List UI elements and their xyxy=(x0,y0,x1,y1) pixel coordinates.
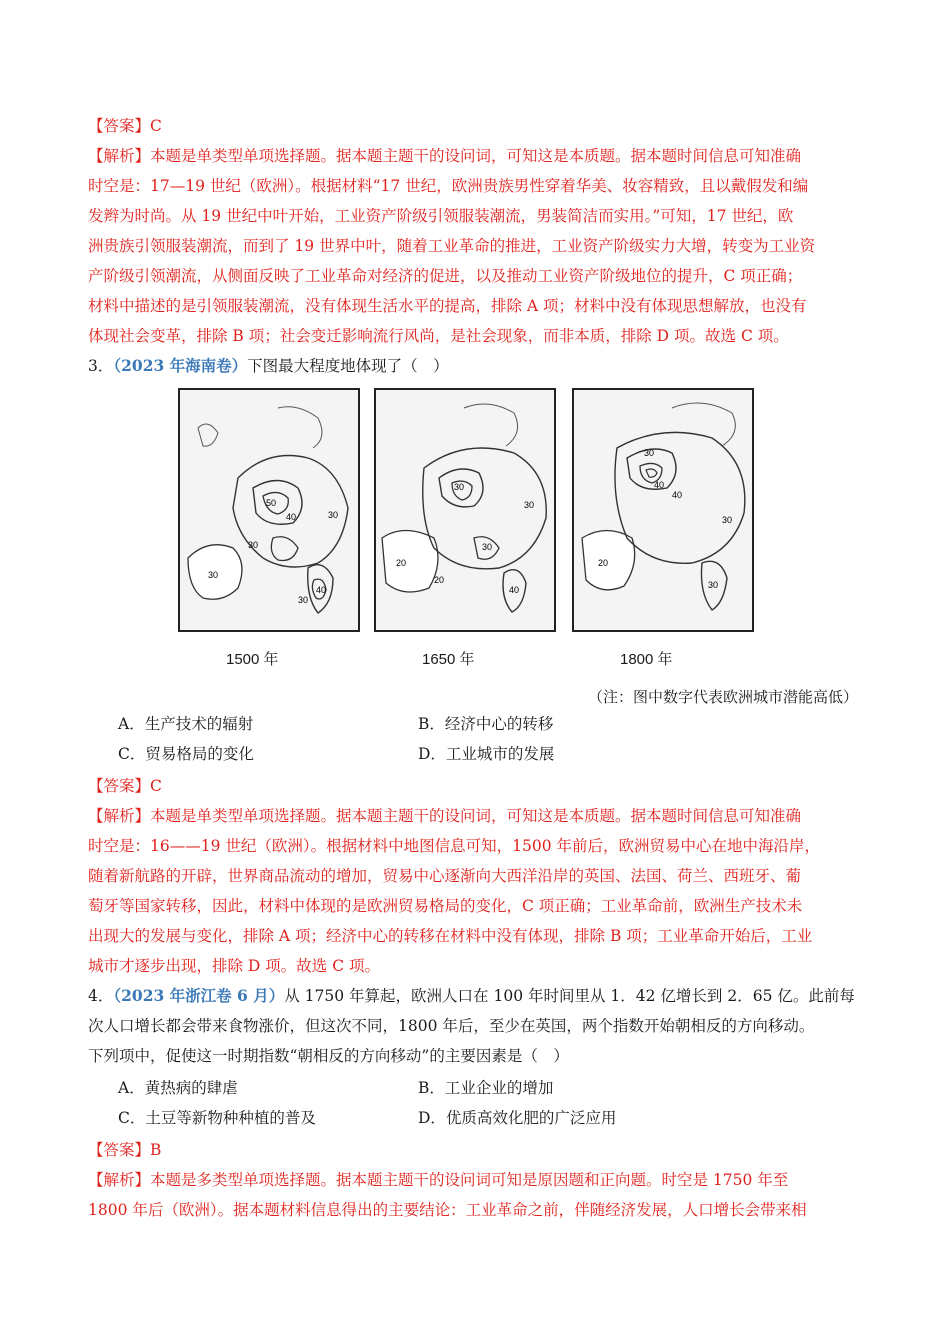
europe-maps-figure xyxy=(178,388,772,634)
map-1800 xyxy=(572,388,754,632)
q2-analysis-line: 发辫为时尚。从 19 世纪中叶开始，工业资产阶级引领服装潮流，男装简洁而实用。”可知，17 世纪，欧 xyxy=(88,207,794,225)
q4-stem-line: 下列项中，促使这一时期指数“朝相反的方向移动”的主要因素是（ ） xyxy=(88,1047,569,1065)
q3-option-c[interactable]: C．贸易格局的变化 xyxy=(118,745,254,763)
q3-analysis-line: 时空是：16——19 世纪（欧洲）。根据材料中地图信息可知，1500 年前后，欧洲贸易中心在地中海沿岸， xyxy=(88,837,820,855)
contour-label: 40 xyxy=(286,512,297,522)
contour-label: 30 xyxy=(454,482,465,492)
contour-label: 30 xyxy=(248,540,259,550)
q4-stem xyxy=(88,986,855,1006)
q3-option-d[interactable]: D．工业城市的发展 xyxy=(418,745,555,763)
contour-label: 20 xyxy=(396,558,407,568)
q3-number: 3． xyxy=(88,357,114,375)
map-year-label: 1500 年 xyxy=(226,651,279,668)
q4-option-a[interactable]: A．黄热病的肆虐 xyxy=(118,1079,238,1097)
q3-analysis-line: 城市才逐步出现，排除 D 项。故选 C 项。 xyxy=(88,957,380,975)
map-1650 xyxy=(374,388,556,632)
map-1500 xyxy=(178,388,360,632)
q2-analysis-line: 时空是：17—19 世纪（欧洲）。根据材料“17 世纪，欧洲贵族男性穿着华美、妆容精致，且以戴假发和编 xyxy=(88,177,809,195)
q2-analysis-line: 洲贵族引领服装潮流，而到了 19 世界中叶，随着工业革命的推进，工业资产阶级实力大增，转变为工业资 xyxy=(88,237,816,255)
q4-option-b[interactable]: B．工业企业的增加 xyxy=(418,1079,554,1097)
contour-label: 20 xyxy=(598,558,609,568)
q2-analysis-line: 产阶级引领潮流，从侧面反映了工业革命对经济的促进，以及推动工业资产阶级地位的提升，C 项正确； xyxy=(88,267,803,285)
contour-label: 30 xyxy=(644,448,655,458)
contour-label: 30 xyxy=(482,542,493,552)
contour-label: 30 xyxy=(328,510,339,520)
q3-option-a[interactable]: A．生产技术的辐射 xyxy=(118,715,254,733)
q3-stem xyxy=(88,356,449,376)
q3-stem-text: 下图最大程度地体现了（ ） xyxy=(247,357,449,375)
contour-label: 40 xyxy=(654,480,665,490)
q4-stem-text: 从 1750 年算起，欧洲人口在 100 年时间里从 1．42 亿增长到 2．65 亿。此前每 xyxy=(284,987,855,1005)
contour-label: 30 xyxy=(208,570,219,580)
q4-stem-line: 次人口增长都会带来食物涨价，但这次不同，1800 年后，至少在英国，两个指数开始朝相反的方向移动。 xyxy=(88,1017,815,1035)
contour-label: 40 xyxy=(316,585,327,595)
map-year-label: 1650 年 xyxy=(422,651,475,668)
q3-analysis-line: 【解析】本题是单类型单项选择题。据本题主题干的设问词，可知这是本质题。据本题时间信息可知准确 xyxy=(88,807,802,825)
q4-answer: 【答案】B xyxy=(88,1141,162,1159)
contour-label: 50 xyxy=(266,498,277,508)
q4-analysis-line: 1800 年后（欧洲）。据本题材料信息得出的主要结论：工业革命之前，伴随经济发展，人口增长会带来相 xyxy=(88,1201,807,1219)
q3-source: （2023 年海南卷） xyxy=(113,356,248,375)
contour-label: 30 xyxy=(722,515,733,525)
q4-source: （2023 年浙江卷 6 月） xyxy=(113,986,285,1005)
q3-option-b[interactable]: B．经济中心的转移 xyxy=(418,715,554,733)
contour-label: 30 xyxy=(298,595,309,605)
q3-answer: 【答案】C xyxy=(88,777,162,795)
q2-analysis-line: 【解析】本题是单类型单项选择题。据本题主题干的设问词，可知这是本质题。据本题时间信息可知准确 xyxy=(88,147,802,165)
contour-label: 30 xyxy=(708,580,719,590)
q3-analysis-line: 随着新航路的开辟，世界商品流动的增加，贸易中心逐渐向大西洋沿岸的英国、法国、荷兰、西班牙、葡 xyxy=(88,867,802,885)
map-year-label: 1800 年 xyxy=(620,651,673,668)
q4-analysis-line: 【解析】本题是多类型单项选择题。据本题主题干的设问词可知是原因题和正向题。时空是 1750 年至 xyxy=(88,1171,789,1189)
q2-answer: 【答案】C xyxy=(88,117,162,135)
q4-option-c[interactable]: C．土豆等新物种种植的普及 xyxy=(118,1109,316,1127)
q3-analysis-line: 出现大的发展与变化，排除 A 项；经济中心的转移在材料中没有体现，排除 B 项；工业革命开始后，工业 xyxy=(88,927,813,945)
contour-label: 40 xyxy=(509,585,520,595)
q4-option-d[interactable]: D．优质高效化肥的广泛应用 xyxy=(418,1109,617,1127)
map-note: （注：图中数字代表欧洲城市潜能高低） xyxy=(587,688,858,706)
contour-label: 40 xyxy=(672,490,683,500)
contour-label: 20 xyxy=(434,575,445,585)
q4-number: 4． xyxy=(88,987,114,1005)
q2-analysis-line: 材料中描述的是引领服装潮流，没有体现生活水平的提高，排除 A 项；材料中没有体现思想解放，也没有 xyxy=(88,297,807,315)
q3-analysis-line: 萄牙等国家转移，因此，材料中体现的是欧洲贸易格局的变化，C 项正确；工业革命前，欧洲生产技术未 xyxy=(88,897,803,915)
contour-label: 30 xyxy=(524,500,535,510)
q2-analysis-line: 体现社会变革，排除 B 项；社会变迁影响流行风尚，是社会现象，而非本质，排除 D 项。故选 C 项。 xyxy=(88,327,789,345)
